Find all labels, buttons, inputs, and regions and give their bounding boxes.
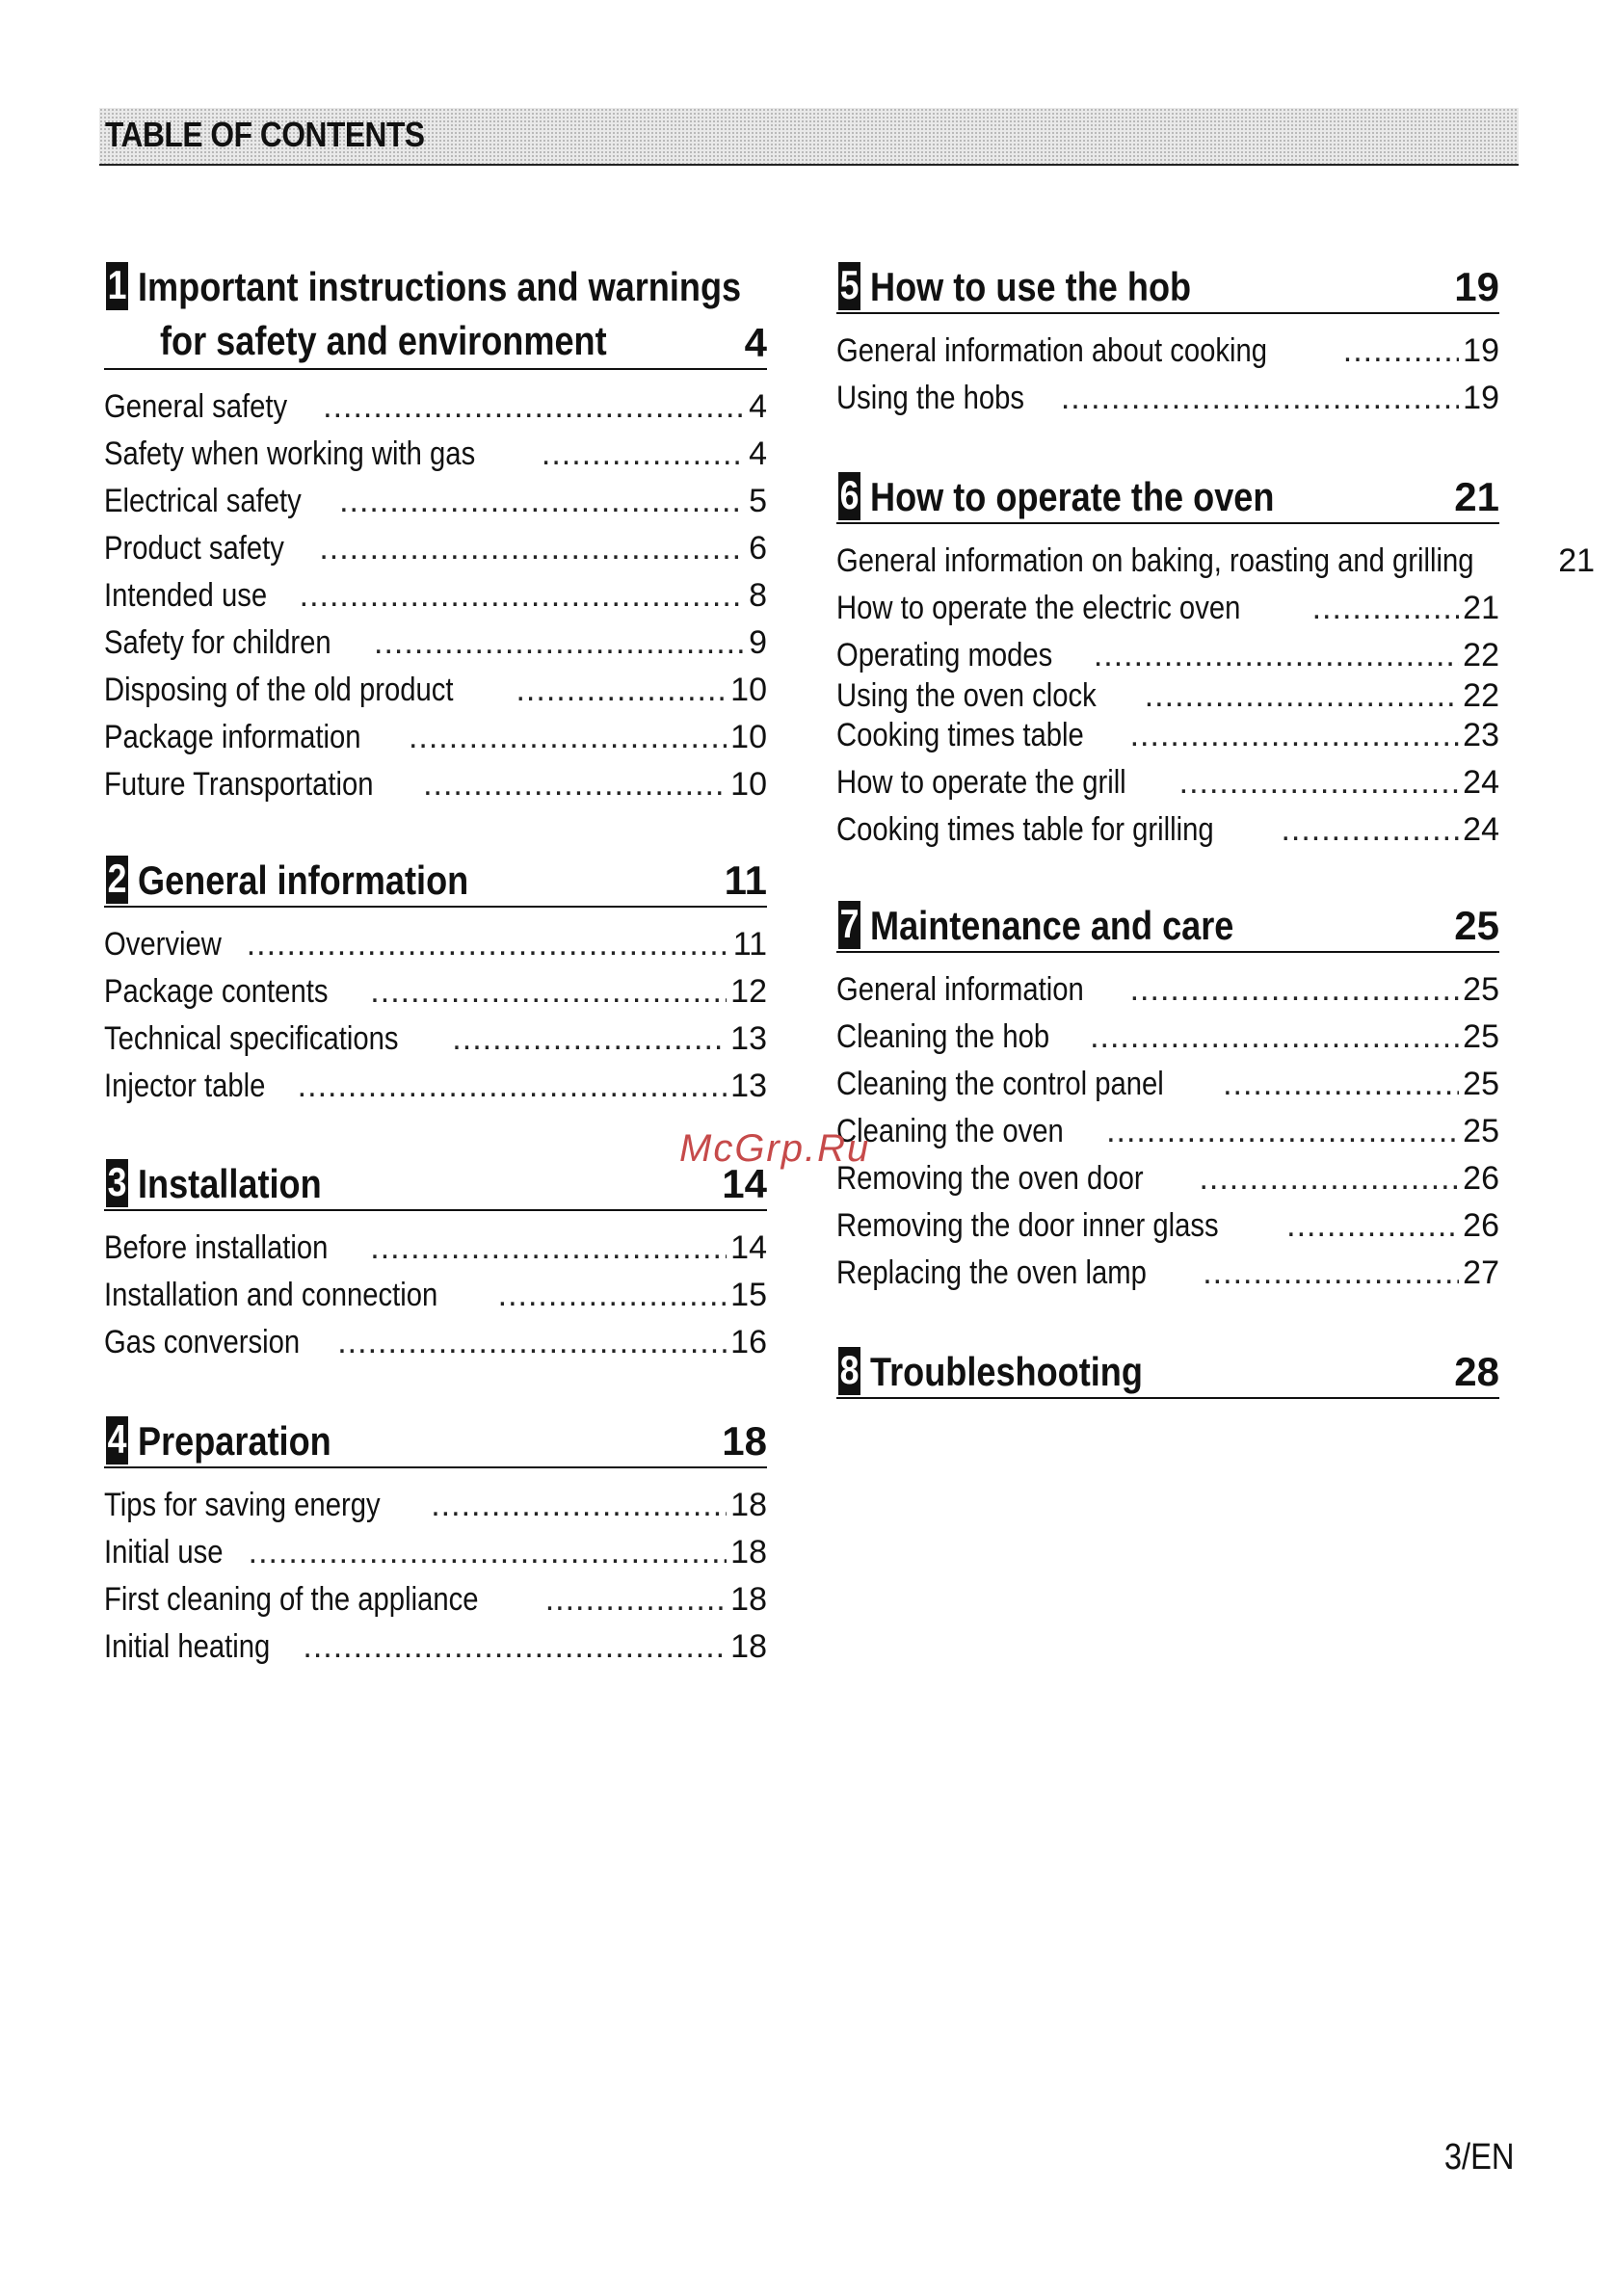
toc-entry[interactable] [104,1063,767,1110]
entry-page: 22 [1463,637,1499,673]
entry-label: Injector table [104,1068,266,1104]
dot-leader [1203,1250,1459,1297]
entry-label: Disposing of the old product [104,672,454,708]
section-entries [104,1225,767,1366]
section-title-line2: for safety and environment [160,318,607,363]
toc-entry[interactable] [836,712,1499,759]
section-entries [836,538,1596,854]
entry-label: Cleaning the oven [836,1113,1064,1149]
dot-leader [1343,328,1459,375]
entry-page: 25 [1463,1113,1499,1149]
toc-entry[interactable] [836,328,1499,375]
entry-label: First cleaning of the appliance [104,1581,479,1618]
section-number: 4 [106,1416,128,1465]
entry-page: 11 [732,926,767,963]
entry-page: 24 [1463,811,1499,848]
section-heading[interactable] [104,262,767,370]
section-entries [104,921,767,1110]
entry-label: General information on baking, roasting and grilling [836,542,1474,579]
entry-page: 4 [749,435,767,472]
toc-section-3 [104,1159,767,1366]
toc-entry[interactable] [104,1016,767,1063]
section-page: 18 [722,1418,767,1464]
dot-leader [452,1016,727,1063]
dot-leader [300,572,745,620]
toc-section-7 [836,901,1499,1297]
entry-label: Cleaning the control panel [836,1066,1164,1102]
toc-entry[interactable] [104,1319,767,1366]
section-heading[interactable] [836,472,1499,524]
toc-section-5 [836,262,1499,422]
dot-leader [298,1063,728,1110]
section-page: 21 [1454,474,1499,519]
toc-entry[interactable] [104,1576,767,1623]
toc-section-6 [836,472,1596,854]
entry-page: 25 [1463,1018,1499,1055]
section-entries [104,1482,767,1671]
entry-label: Safety for children [104,624,331,661]
section-page: 28 [1454,1349,1499,1394]
entry-page: 10 [730,766,767,803]
dot-leader [370,1225,727,1272]
toc-entry[interactable] [836,632,1499,679]
entry-label: General safety [104,388,288,425]
toc-entry[interactable] [836,679,1499,712]
entry-page: 18 [730,1581,767,1618]
dot-leader [323,383,745,431]
entry-page: 8 [749,577,767,614]
entry-label: Package contents [104,973,329,1010]
toc-entry[interactable] [104,761,767,808]
section-number: 6 [838,472,860,520]
entry-label: Technical specifications [104,1020,399,1057]
entry-label: Initial use [104,1534,224,1570]
dot-leader [1061,375,1459,422]
entry-page: 12 [730,973,767,1010]
toc-section-8 [836,1347,1499,1399]
section-entries [104,383,767,808]
entry-page: 10 [730,672,767,708]
toc-entry[interactable] [836,538,1596,585]
entry-label: Package information [104,719,361,755]
section-entries [836,328,1499,422]
dot-leader [431,1482,727,1529]
section-title: General information [138,858,469,903]
entry-page: 18 [730,1534,767,1570]
entry-label: How to operate the grill [836,764,1126,801]
dot-leader [1286,1202,1459,1250]
dot-leader [1106,1108,1459,1155]
entry-page: 21 [1558,542,1596,579]
section-heading[interactable] [104,1159,767,1211]
section-number: 7 [838,901,860,949]
toc-entry[interactable] [836,1155,1499,1202]
entry-label: Future Transportation [104,766,374,803]
section-heading[interactable] [836,1347,1499,1399]
section-number: 1 [106,262,128,310]
section-page: 19 [1454,264,1499,309]
entry-label: Intended use [104,577,268,614]
entry-page: 13 [730,1068,767,1104]
dot-leader [1223,1061,1459,1108]
entry-label: Safety when working with gas [104,435,476,472]
toc-entry[interactable] [104,1225,767,1272]
section-number: 3 [106,1159,128,1207]
dot-leader [1090,1014,1459,1061]
toc-entry[interactable] [104,1623,767,1671]
entry-page: 24 [1463,764,1499,801]
toc-entry[interactable] [104,383,767,431]
toc-entry[interactable] [836,759,1499,806]
entry-label: Replacing the oven lamp [836,1254,1147,1291]
section-title: Troubleshooting [870,1349,1143,1394]
entry-page: 16 [730,1324,767,1360]
dot-leader [303,1623,727,1671]
entry-label: Gas conversion [104,1324,301,1360]
toc-entry[interactable] [836,1061,1499,1108]
section-title: Important instructions and warnings [138,264,742,309]
entry-page: 18 [730,1487,767,1523]
entry-page: 23 [1463,717,1499,753]
entry-label: Installation and connection [104,1277,438,1313]
section-heading[interactable] [836,262,1499,314]
entry-label: Cooking times table [836,717,1084,753]
section-entries [836,966,1499,1297]
toc-entry[interactable] [836,1202,1499,1250]
entry-page: 25 [1463,971,1499,1008]
entry-label: General information about cooking [836,332,1267,369]
entry-label: Overview [104,926,222,963]
toc-entry[interactable] [104,968,767,1016]
entry-label: Before installation [104,1229,329,1266]
section-page: 25 [1454,903,1499,948]
toc-section-1 [104,262,767,808]
toc-entry[interactable] [104,431,767,478]
page-title: TABLE OF CONTENTS [105,115,425,154]
dot-leader [319,525,745,572]
toc-entry[interactable] [104,667,767,714]
section-heading[interactable] [836,901,1499,953]
toc-entry[interactable] [836,966,1499,1014]
page-number: 3/EN [1443,2137,1514,2177]
toc-entry[interactable] [104,714,767,761]
entry-page: 14 [730,1229,767,1266]
entry-page: 18 [730,1628,767,1665]
section-page: 14 [722,1161,767,1206]
entry-label: Removing the door inner glass [836,1207,1219,1244]
entry-label: Removing the oven door [836,1160,1144,1197]
section-number: 2 [106,856,128,904]
toc-entry[interactable] [836,375,1499,422]
dot-leader [247,921,729,968]
toc-entry[interactable] [836,1250,1499,1297]
entry-page: 10 [730,719,767,755]
section-title: Maintenance and care [870,903,1234,948]
entry-page: 4 [749,388,767,425]
entry-label: Initial heating [104,1628,271,1665]
section-title: Installation [138,1161,322,1206]
toc-header-bar [99,108,1519,166]
entry-page: 9 [749,624,767,661]
dot-leader [370,968,727,1016]
entry-page: 22 [1463,677,1499,714]
entry-label: Using the hobs [836,380,1025,416]
entry-label: General information [836,971,1084,1008]
entry-page: 27 [1463,1254,1499,1291]
entry-label: Product safety [104,530,284,567]
dot-leader [1130,712,1460,759]
toc-entry[interactable] [836,1108,1499,1155]
dot-leader [337,1319,727,1366]
section-heading[interactable] [104,1416,767,1468]
toc-section-2 [104,856,767,1110]
entry-page: 26 [1463,1160,1499,1197]
entry-page: 5 [749,483,767,519]
entry-label: Operating modes [836,637,1053,673]
dot-leader [498,1272,728,1319]
section-number: 8 [838,1347,860,1395]
section-title: Preparation [138,1418,331,1464]
section-heading[interactable] [104,856,767,908]
toc-entry[interactable] [104,1272,767,1319]
dot-leader [1130,966,1460,1014]
toc-entry[interactable] [104,525,767,572]
section-title: How to use the hob [870,264,1192,309]
dot-leader [1094,632,1459,679]
toc-entry[interactable] [836,806,1499,854]
dot-leader [1312,585,1460,632]
toc-section-4 [104,1416,767,1671]
dot-leader [1179,759,1460,806]
dot-leader [545,1576,727,1623]
section-title: How to operate the oven [870,474,1275,519]
dot-leader [1199,1155,1459,1202]
toc-entry[interactable] [836,585,1499,632]
entry-label: Cleaning the hob [836,1018,1050,1055]
dot-leader [374,620,745,667]
dot-leader [249,1529,728,1576]
entry-label: Electrical safety [104,483,302,519]
entry-label: Using the oven clock [836,677,1097,714]
toc-entry[interactable] [104,620,767,667]
dot-leader [542,431,745,478]
dot-leader [423,761,727,808]
dot-leader [516,667,727,714]
entry-page: 15 [730,1277,767,1313]
dot-leader [1281,806,1459,854]
entry-page: 6 [749,530,767,567]
dot-leader [1145,679,1459,712]
section-number: 5 [838,262,860,310]
toc-entry[interactable] [104,921,767,968]
section-page: 4 [744,320,767,365]
entry-page: 25 [1463,1066,1499,1102]
toc-entry[interactable] [104,478,767,525]
entry-page: 26 [1463,1207,1499,1244]
entry-page: 13 [730,1020,767,1057]
dot-leader [409,714,727,761]
toc-entry[interactable] [104,1482,767,1529]
watermark: McGrp.Ru [679,1127,871,1170]
entry-page: 19 [1463,332,1499,369]
toc-entry[interactable] [104,1529,767,1576]
entry-label: Tips for saving energy [104,1487,381,1523]
entry-page: 19 [1463,380,1499,416]
dot-leader [339,478,745,525]
toc-entry[interactable] [104,572,767,620]
entry-page: 21 [1463,590,1499,626]
toc-entry[interactable] [836,1014,1499,1061]
section-page: 11 [724,858,767,903]
entry-label: How to operate the electric oven [836,590,1241,626]
entry-label: Cooking times table for grilling [836,811,1214,848]
